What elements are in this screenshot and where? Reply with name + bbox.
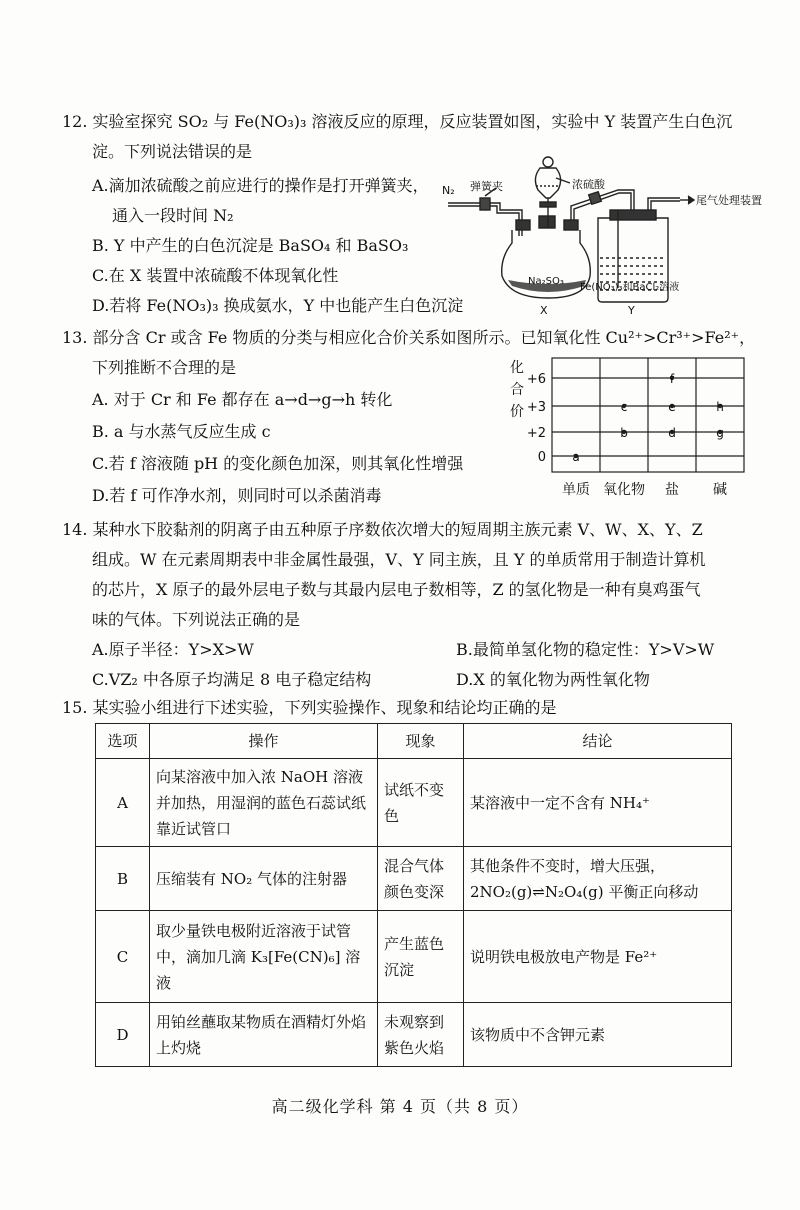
row-phenomenon: 混合气体颜色变深 <box>378 847 464 911</box>
q15-table <box>95 723 732 1067</box>
chart-point-label: a <box>572 450 580 464</box>
q14-option-a: A.原子半径：Y>X>W <box>92 640 254 659</box>
chart-point-label: e <box>668 400 676 414</box>
q12-option-b: B. Y 中产生的白色沉淀是 BaSO₄ 和 BaSO₃ <box>92 236 409 255</box>
q13-stem-line1: 13. 部分含 Cr 或含 Fe 物质的分类与相应化合价关系如图所示。已知氧化性 Cu²⁺>Cr³⁺>Fe²⁺， <box>62 328 756 347</box>
header-operation: 操作 <box>150 724 378 759</box>
chart-ytick-label: +3 <box>526 400 546 415</box>
q14-option-b: B.最简单氢化物的稳定性：Y>V>W <box>456 640 715 659</box>
chart-point-label: f <box>669 372 675 386</box>
clamp-label: 弹簧夹 <box>470 180 503 193</box>
chart-point-label: g <box>716 426 724 440</box>
chart-ytick-label: +6 <box>526 372 546 387</box>
header-phenomenon: 现象 <box>378 724 464 759</box>
tail-gas-label: 尾气处理装置 <box>696 194 762 207</box>
row-conclusion: 其他条件不变时，增大压强，2NO₂(g)⇌N₂O₄(g) 平衡正向移动 <box>464 847 732 911</box>
chart-point-label: b <box>620 426 628 440</box>
header-conclusion: 结论 <box>464 724 732 759</box>
table-row <box>96 759 732 847</box>
row-operation: 取少量铁电极附近溶液于试管中，滴加几滴 K₃[Fe(CN)₆] 溶液 <box>150 911 378 1003</box>
q12-option-d: D.若将 Fe(NO₃)₃ 换成氨水，Y 中也能产生白色沉淀 <box>92 296 464 315</box>
apparatus-diagram <box>440 148 762 320</box>
valence-chart <box>500 350 750 505</box>
q14-stem-line4: 味的气体。下列说法正确的是 <box>92 610 301 629</box>
chart-ylabel-3: 价 <box>510 404 524 420</box>
row-phenomenon: 试纸不变色 <box>378 759 464 847</box>
acid-label: 浓硫酸 <box>572 178 605 191</box>
chart-ytick-label: 0 <box>537 450 546 465</box>
row-option: A <box>96 759 150 847</box>
row-conclusion: 说明铁电极放电产物是 Fe²⁺ <box>464 911 732 1003</box>
row-operation: 用铂丝蘸取某物质在酒精灯外焰上灼烧 <box>150 1003 378 1067</box>
chart-point-label: h <box>716 400 724 414</box>
table-row <box>96 911 732 1003</box>
q13-option-d: D.若 f 可作净水剂，则同时可以杀菌消毒 <box>92 486 382 505</box>
q13-option-b: B. a 与水蒸气反应生成 c <box>92 422 271 441</box>
q12-option-a-line1: A.滴加浓硫酸之前应进行的操作是打开弹簧夹， <box>92 176 429 195</box>
q15-stem: 15. 某实验小组进行下述实验，下列实验操作、现象和结论均正确的是 <box>62 698 557 717</box>
row-option: B <box>96 847 150 911</box>
q14-stem-line2: 组成。W 在元素周期表中非金属性最强，V、Y 同主族，且 Y 的单质常用于制造计算机 <box>92 550 706 569</box>
chart-xtick-label: 单质 <box>562 482 590 498</box>
row-phenomenon: 产生蓝色沉淀 <box>378 911 464 1003</box>
row-operation: 向某溶液中加入浓 NaOH 溶液并加热，用湿润的蓝色石蕊试纸靠近试管口 <box>150 759 378 847</box>
chart-point-label: d <box>668 426 676 440</box>
chart-xtick-label: 氧化物 <box>603 482 645 498</box>
n2-label: N₂ <box>442 184 455 197</box>
q12-stem-line1: 12. 实验室探究 SO₂ 与 Fe(NO₃)₃ 溶液反应的原理，反应装置如图，实验中 Y 装置产生白色沉 <box>62 112 733 131</box>
flask-x-label: X <box>540 304 548 317</box>
q12-option-c: C.在 X 装置中浓硫酸不体现氧化性 <box>92 266 339 285</box>
q13-option-c: C.若 f 溶液随 pH 的变化颜色加深，则其氧化性增强 <box>92 454 464 473</box>
q14-option-d: D.X 的氧化物为两性氧化物 <box>456 670 650 689</box>
q14-option-c: C.VZ₂ 中各原子均满足 8 电子稳定结构 <box>92 670 372 689</box>
chart-ylabel-2: 合 <box>510 382 524 398</box>
chart-point-label: c <box>620 400 628 414</box>
q12-option-a-line2: 通入一段时间 N₂ <box>112 206 234 225</box>
bottle-y-label: Y <box>628 304 635 317</box>
page-footer: 高二级化学科 第 4 页（共 8 页） <box>271 1097 529 1116</box>
table-header-row <box>96 724 732 759</box>
chart-xtick-label: 盐 <box>665 482 679 498</box>
row-phenomenon: 未观察到紫色火焰 <box>378 1003 464 1067</box>
chart-ytick-label: +2 <box>526 426 546 441</box>
q14-stem-line1: 14. 某种水下胶黏剂的阴离子由五种原子序数依次增大的短周期主族元素 V、W、X、Y、Z <box>62 520 703 539</box>
row-operation: 压缩装有 NO₂ 气体的注射器 <box>150 847 378 911</box>
q13-stem-line2: 下列推断不合理的是 <box>92 358 237 377</box>
table-row <box>96 1003 732 1067</box>
row-option: C <box>96 911 150 1003</box>
na2so3-label: Na₂SO₃ <box>528 276 564 287</box>
header-option: 选项 <box>96 724 150 759</box>
y-solution-label: Fe(NO₃)₃和BaCl₂溶液 <box>580 282 680 293</box>
chart-ylabel-1: 化 <box>510 360 524 376</box>
table-row <box>96 847 732 911</box>
row-conclusion: 该物质中不含钾元素 <box>464 1003 732 1067</box>
row-option: D <box>96 1003 150 1067</box>
row-conclusion: 某溶液中一定不含有 NH₄⁺ <box>464 759 732 847</box>
chart-xtick-label: 碱 <box>713 482 727 498</box>
q13-option-a: A. 对于 Cr 和 Fe 都存在 a→d→g→h 转化 <box>92 390 393 409</box>
q12-stem-line2: 淀。下列说法错误的是 <box>92 142 253 161</box>
q14-stem-line3: 的芯片，X 原子的最外层电子数与其最内层电子数相等，Z 的氢化物是一种有臭鸡蛋气 <box>92 580 701 599</box>
